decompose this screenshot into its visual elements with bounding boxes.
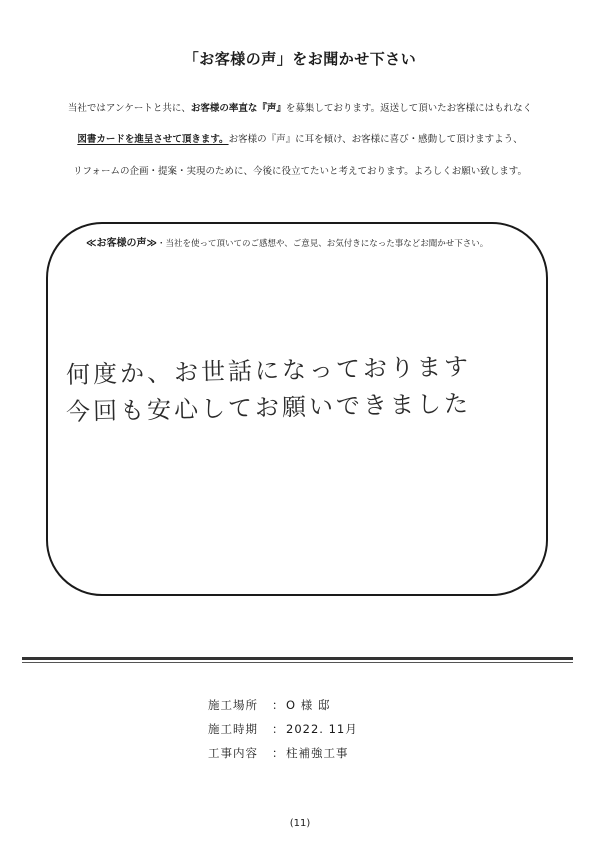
intro-line-1: [0, 102, 600, 115]
intro-line-1-emphasis: お客様の率直な『声』: [190, 103, 286, 114]
work-label: 工事内容: [208, 746, 258, 760]
work-value: 柱補強工事: [286, 746, 349, 760]
page-title: 「お客様の声」をお聞かせ下さい: [183, 50, 417, 68]
page-number: (11): [289, 818, 311, 829]
handwritten-comment-line-1: 何度か、お世話になっております: [65, 352, 472, 389]
intro-line-1-a: 当社ではアンケートと共に、: [67, 103, 191, 114]
intro-line-3: リフォームの企画・提案・実現のために、今後に役立てたいと考えております。よろしくお願い致します。: [72, 166, 527, 177]
voice-box-instruction: ・当社を使って頂いてのご感想や、ご意見、お気付きになった事などお聞かせ下さい。: [156, 239, 489, 249]
info-row-period: [208, 717, 358, 741]
intro-line-2-b: お客様の『声』に耳を傾け、お客様に喜び・感動して頂けますよう、: [228, 134, 523, 145]
separator: ：: [272, 746, 284, 760]
separator: ：: [272, 722, 284, 736]
handwritten-comment-line-2: 今回も安心してお願いできました: [65, 389, 472, 426]
voice-box-header: [86, 234, 488, 249]
construction-info: [208, 693, 358, 765]
intro-line-2-emphasis: 図書カードを進呈させて頂きます。: [77, 134, 229, 145]
intro-line-1-c: を募集しております。返送して頂いたお客様にはもれなく: [285, 103, 533, 114]
section-divider-thin: [22, 662, 573, 663]
period-value: 2022. 11月: [286, 722, 358, 736]
period-label: 施工時期: [208, 722, 258, 736]
intro-line-2: [0, 133, 600, 146]
section-divider: [22, 657, 573, 660]
separator: ：: [272, 698, 284, 712]
info-row-site: [208, 693, 358, 717]
voice-box-label: ≪お客様の声≫: [86, 238, 157, 249]
site-label: 施工場所: [208, 698, 258, 712]
info-row-work: [208, 741, 358, 765]
site-value: O 様 邸: [286, 698, 331, 712]
